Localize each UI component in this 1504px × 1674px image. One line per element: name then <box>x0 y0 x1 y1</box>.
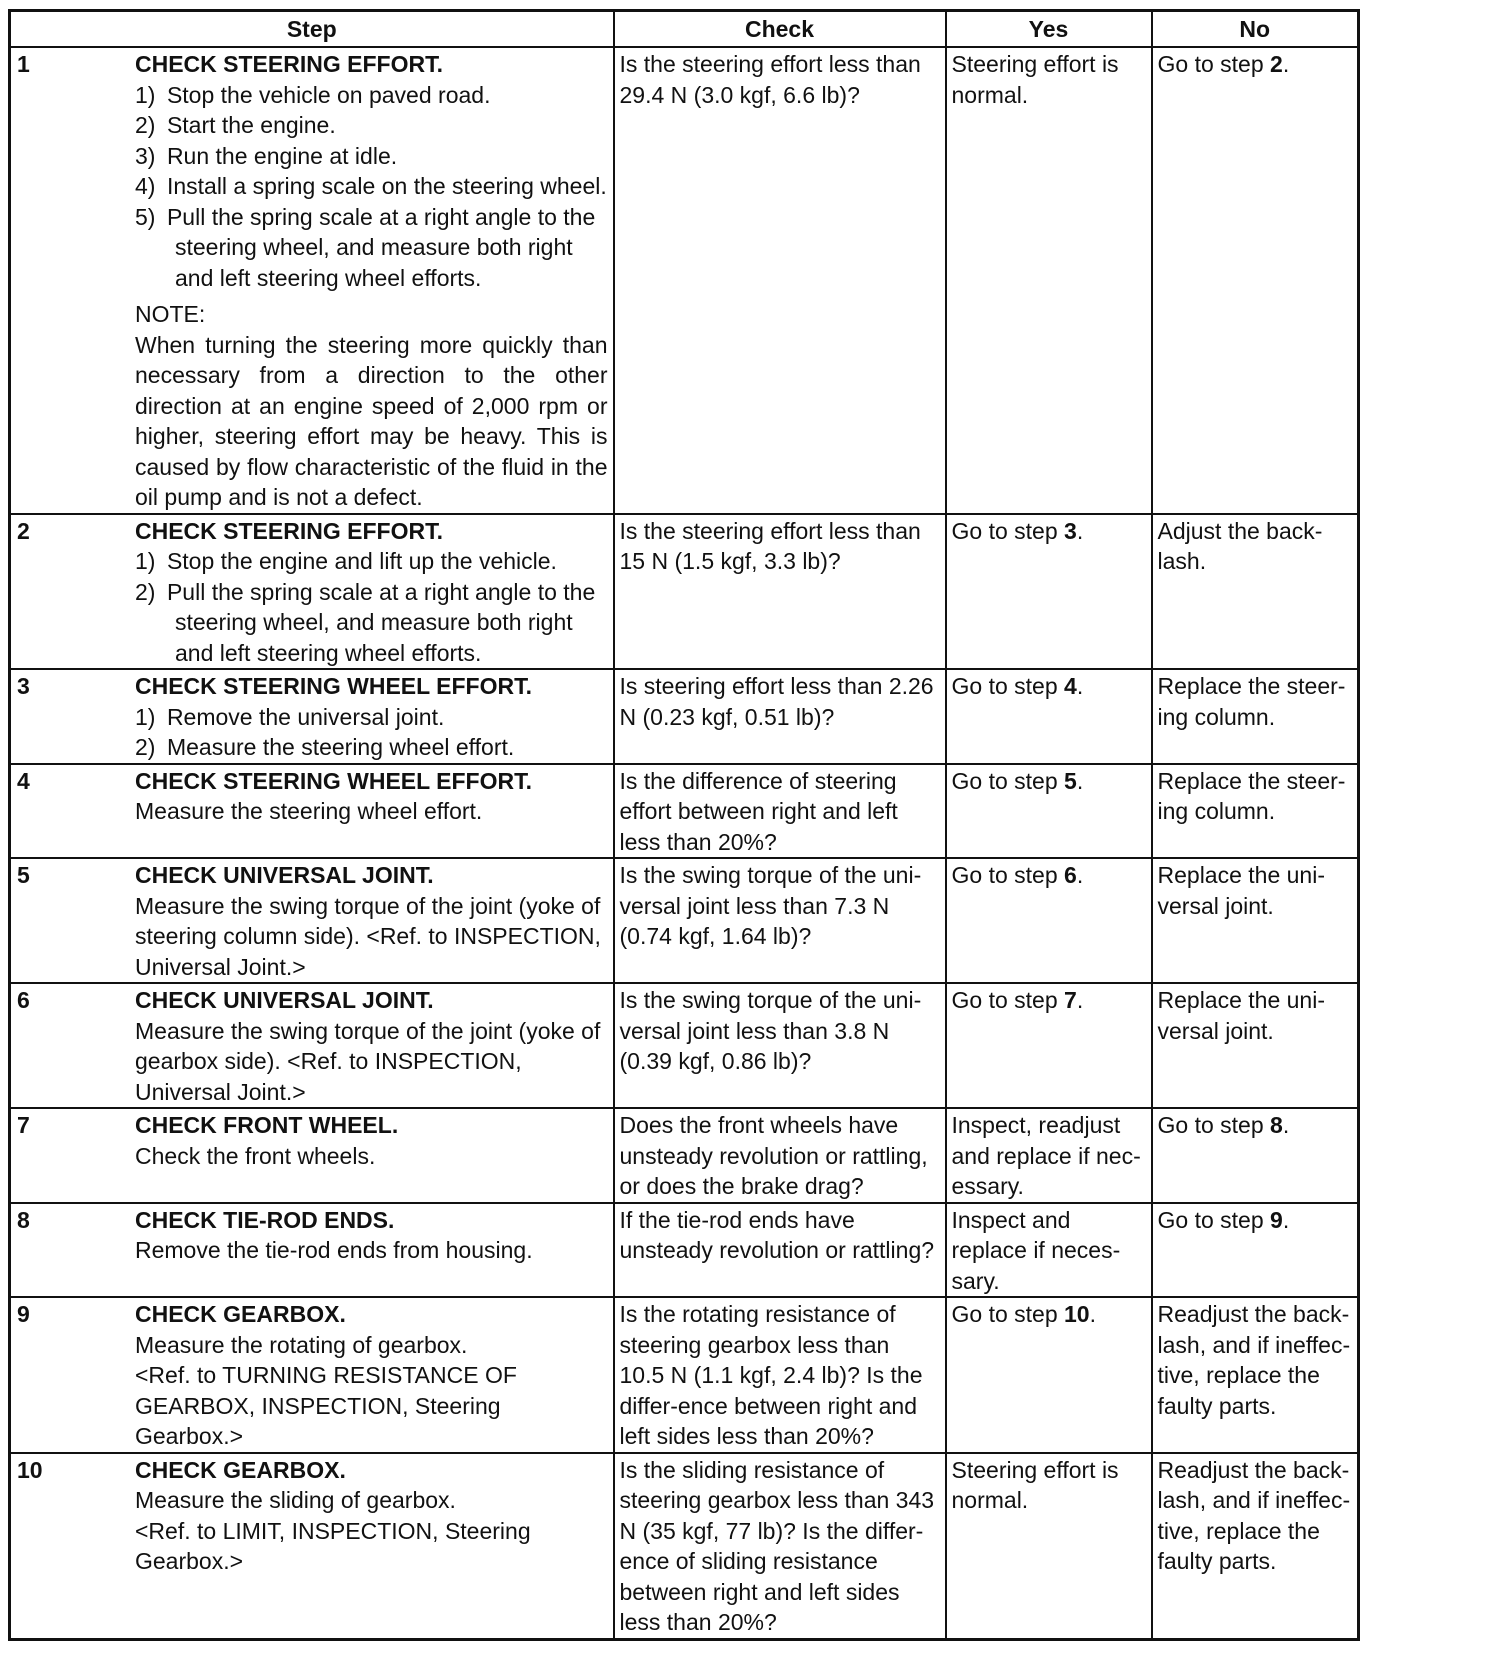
step-instruction: Measure the rotating of gearbox. <box>135 1331 468 1358</box>
no-text: Go to step <box>1157 1112 1271 1138</box>
step-number: 6 <box>17 987 30 1013</box>
no-cell <box>1152 1453 1359 1640</box>
no-text: Go to step <box>1157 51 1271 77</box>
header-row <box>10 11 1359 48</box>
step-substep: 1) Stop the engine and lift up the vehicle. <box>135 548 557 574</box>
step-instruction: <Ref. to TURNING RESISTANCE OF GEARBOX, INSPECTION, Steering Gearbox.> <box>135 1362 517 1449</box>
no-cell <box>1152 858 1359 983</box>
yes-step-number: 6 <box>1064 862 1077 888</box>
step-cell <box>10 764 614 859</box>
yes-text: Go to step <box>951 862 1065 888</box>
step-number: 4 <box>17 767 30 794</box>
no-tail: . <box>1282 51 1290 77</box>
step-title: CHECK UNIVERSAL JOINT. <box>135 862 434 888</box>
yes-cell <box>946 514 1152 670</box>
no-cell <box>1152 1203 1359 1298</box>
yes-tail: . <box>1076 862 1084 888</box>
step-cell <box>10 1108 614 1203</box>
yes-tail: . <box>1076 987 1084 1013</box>
no-text: Adjust the back-lash. <box>1157 517 1323 574</box>
yes-step-number: 4 <box>1064 673 1077 699</box>
no-tail: . <box>1282 1206 1290 1233</box>
note-label: NOTE: <box>135 301 206 327</box>
yes-cell <box>946 1297 1152 1453</box>
table-row <box>10 669 1359 764</box>
step-title: CHECK STEERING WHEEL EFFORT. <box>135 767 532 794</box>
table-row <box>10 1108 1359 1203</box>
no-cell <box>1152 669 1359 764</box>
troubleshooting-table <box>8 9 1360 1641</box>
check-cell: Is the sliding resistance of steering gearbox less than 343 N (35 kgf, 77 lb)? Is the differ-ence of sliding resistance between right and left sides less than 20%? <box>614 1453 946 1640</box>
table-row <box>10 983 1359 1108</box>
step-number: 5 <box>17 862 30 888</box>
table-row <box>10 514 1359 670</box>
no-text: Replace the steer-ing column. <box>1157 767 1346 824</box>
yes-text: Go to step <box>951 673 1065 699</box>
yes-cell <box>946 1203 1152 1298</box>
step-cell <box>10 1297 614 1453</box>
yes-cell <box>946 1108 1152 1203</box>
yes-text: Go to step <box>951 767 1065 794</box>
step-cell <box>10 858 614 983</box>
yes-cell <box>946 1453 1152 1640</box>
header-step: Step <box>10 11 614 48</box>
step-instruction: Measure the swing torque of the joint (yoke of steering column side). <Ref. to INSPECTION, Universal Joint.> <box>135 892 601 980</box>
check-cell: Is the rotating resistance of steering gearbox less than 10.5 N (1.1 kgf, 2.4 lb)? Is the differ-ence between right and left sides less than 20%? <box>614 1297 946 1453</box>
check-cell: Is the swing torque of the uni-versal joint less than 3.8 N (0.39 kgf, 0.86 lb)? <box>614 983 946 1108</box>
step-number: 3 <box>17 673 30 699</box>
yes-tail: . <box>1076 673 1084 699</box>
table-row <box>10 47 1359 514</box>
step-cell <box>10 47 614 514</box>
step-instruction: Measure the sliding of gearbox. <box>135 1487 456 1513</box>
step-instruction: Remove the tie-rod ends from housing. <box>135 1237 533 1263</box>
step-cell <box>10 1453 614 1640</box>
yes-text: Inspect and replace if neces-sary. <box>951 1206 1121 1294</box>
yes-tail: . <box>1076 517 1084 544</box>
no-cell <box>1152 47 1359 514</box>
step-substep: 3) Run the engine at idle. <box>135 142 398 169</box>
yes-text: Steering effort is normal. <box>951 51 1119 108</box>
step-instruction: Measure the steering wheel effort. <box>135 798 483 824</box>
check-cell: If the tie-rod ends have unsteady revolution or rattling? <box>614 1203 946 1298</box>
step-title: CHECK STEERING WHEEL EFFORT. <box>135 673 532 699</box>
step-title: CHECK TIE-ROD ENDS. <box>135 1206 395 1233</box>
step-instruction: <Ref. to LIMIT, INSPECTION, Steering Gearbox.> <box>135 1517 531 1574</box>
note-text: When turning the steering more quickly than necessary from a direction to the other direction at an engine speed of 2,000 rpm or higher, steering effort may be heavy. This is caused by flow characteristic of the fluid in the oil pump and is not a defect. <box>135 331 608 510</box>
step-substep: 5) Pull the spring scale at a right angle to the steering wheel, and measure both right and left steering wheel efforts. <box>135 203 596 291</box>
no-text: Replace the steer-ing column. <box>1157 673 1346 730</box>
step-title: CHECK GEARBOX. <box>135 1456 346 1483</box>
check-cell: Is the difference of steering effort between right and left less than 20%? <box>614 764 946 859</box>
step-number: 8 <box>17 1206 30 1233</box>
yes-text: Go to step <box>951 517 1065 544</box>
no-step-number: 9 <box>1270 1206 1283 1233</box>
step-substep: 2) Pull the spring scale at a right angle to the steering wheel, and measure both right and left steering wheel efforts. <box>135 578 596 666</box>
check-cell: Is the steering effort less than 29.4 N (3.0 kgf, 6.6 lb)? <box>614 47 946 514</box>
no-cell <box>1152 514 1359 670</box>
no-step-number: 8 <box>1270 1112 1283 1138</box>
check-cell: Is the swing torque of the uni-versal joint less than 7.3 N (0.74 kgf, 1.64 lb)? <box>614 858 946 983</box>
check-cell: Is the steering effort less than 15 N (1.5 kgf, 3.3 lb)? <box>614 514 946 670</box>
yes-cell <box>946 983 1152 1108</box>
header-no: No <box>1152 11 1359 48</box>
table-row <box>10 1297 1359 1453</box>
step-number: 7 <box>17 1112 30 1138</box>
table-body <box>10 47 1359 1639</box>
table-row <box>10 1453 1359 1640</box>
yes-text: Go to step <box>951 1301 1065 1327</box>
no-step-number: 2 <box>1270 51 1283 77</box>
step-title: CHECK STEERING EFFORT. <box>135 51 443 77</box>
step-number: 9 <box>17 1301 30 1327</box>
no-text: Replace the uni-versal joint. <box>1157 987 1325 1044</box>
no-text: Readjust the back-lash, and if ineffec-tive, replace the faulty parts. <box>1157 1456 1351 1574</box>
yes-text: Steering effort is normal. <box>951 1456 1119 1513</box>
no-tail: . <box>1282 1112 1290 1138</box>
yes-tail: . <box>1089 1301 1096 1327</box>
step-substep: 1) Stop the vehicle on paved road. <box>135 81 491 108</box>
yes-text: Go to step <box>951 987 1065 1013</box>
yes-cell <box>946 669 1152 764</box>
no-cell <box>1152 1108 1359 1203</box>
table-row <box>10 1203 1359 1298</box>
header-yes: Yes <box>946 11 1152 48</box>
no-cell <box>1152 764 1359 859</box>
no-text: Go to step <box>1157 1206 1271 1233</box>
step-cell <box>10 514 614 670</box>
yes-cell <box>946 764 1152 859</box>
step-title: CHECK UNIVERSAL JOINT. <box>135 987 434 1013</box>
check-cell: Is steering effort less than 2.26 N (0.23 kgf, 0.51 lb)? <box>614 669 946 764</box>
step-substep: 4) Install a spring scale on the steering wheel. <box>135 173 607 199</box>
no-text: Replace the uni-versal joint. <box>1157 862 1325 919</box>
step-number: 10 <box>17 1456 43 1483</box>
yes-cell <box>946 47 1152 514</box>
step-title: CHECK FRONT WHEEL. <box>135 1112 399 1138</box>
step-substep: 1) Remove the universal joint. <box>135 703 445 730</box>
step-title: CHECK GEARBOX. <box>135 1301 346 1327</box>
table-row <box>10 858 1359 983</box>
step-substep: 2) Start the engine. <box>135 112 336 138</box>
no-cell <box>1152 1297 1359 1453</box>
step-number: 2 <box>17 517 30 544</box>
yes-step-number: 7 <box>1064 987 1077 1013</box>
step-instruction: Check the front wheels. <box>135 1142 376 1169</box>
no-text: Readjust the back-lash, and if ineffec-tive, replace the faulty parts. <box>1157 1301 1351 1419</box>
yes-step-number: 3 <box>1064 517 1077 544</box>
check-cell: Does the front wheels have unsteady revolution or rattling, or does the brake drag? <box>614 1108 946 1203</box>
step-substep: 2) Measure the steering wheel effort. <box>135 734 515 760</box>
step-cell <box>10 669 614 764</box>
no-cell <box>1152 983 1359 1108</box>
step-cell <box>10 983 614 1108</box>
step-instruction: Measure the swing torque of the joint (yoke of gearbox side). <Ref. to INSPECTION, Universal Joint.> <box>135 1017 601 1105</box>
step-title: CHECK STEERING EFFORT. <box>135 517 443 544</box>
yes-step-number: 5 <box>1064 767 1077 794</box>
yes-tail: . <box>1076 767 1084 794</box>
header-check: Check <box>614 11 946 48</box>
step-number: 1 <box>17 51 30 77</box>
step-cell <box>10 1203 614 1298</box>
yes-cell <box>946 858 1152 983</box>
table-row <box>10 764 1359 859</box>
yes-text: Inspect, readjust and replace if nec-essary. <box>951 1112 1141 1199</box>
yes-step-number: 10 <box>1064 1301 1090 1327</box>
